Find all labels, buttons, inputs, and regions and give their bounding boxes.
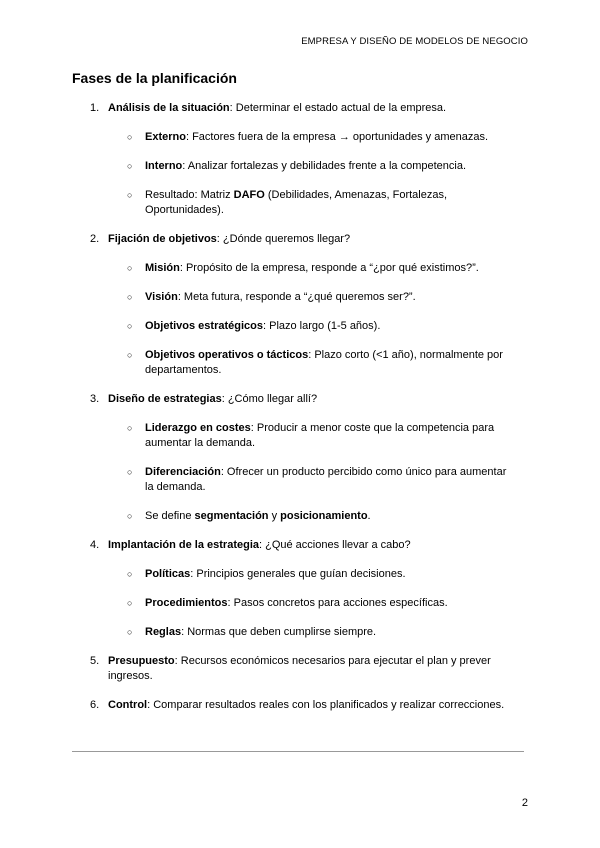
sub-item	[127, 348, 515, 378]
phase-description: : ¿Cómo llegar allí?	[221, 393, 318, 405]
sub-item	[127, 290, 515, 305]
bullet-icon: ○	[127, 511, 133, 521]
bullet-icon: ○	[127, 350, 133, 360]
sub-item	[127, 188, 515, 218]
phase-description: : Recursos económicos necesarios para ejecutar el plan y prever ingresos.	[108, 655, 491, 682]
running-header: EMPRESA Y DISEÑO DE MODELOS DE NEGOCIO	[301, 36, 528, 47]
bullet-icon: ○	[127, 132, 133, 142]
sub-item	[127, 509, 515, 524]
sub-item-connector: y	[268, 510, 281, 522]
footer-divider	[72, 751, 524, 752]
sub-item	[127, 319, 515, 334]
sub-item-description: : Factores fuera de la empresa → oportunidades y amenazas.	[185, 131, 489, 143]
sub-item-description: : Pasos concretos para acciones específicas.	[227, 597, 448, 609]
phase-item	[90, 101, 528, 116]
sub-item	[127, 159, 515, 174]
sub-item-term: Objetivos estratégicos	[145, 320, 263, 332]
phase-term: Análisis de la situación	[108, 102, 230, 114]
sub-item-description: : Producir a menor coste que la competencia para aumentar la demanda.	[145, 422, 495, 449]
sub-item-term: DAFO	[233, 189, 265, 201]
bullet-icon: ○	[127, 467, 133, 477]
phase-number: 5.	[90, 655, 100, 667]
phase-list	[0, 101, 600, 727]
sub-item-term: Políticas	[145, 568, 191, 580]
sub-item-description: .	[367, 510, 371, 522]
phase-number: 2.	[90, 233, 100, 245]
sub-item-term: segmentación	[194, 510, 269, 522]
sub-item	[127, 421, 515, 451]
sub-item-description: (Debilidades, Amenazas, Fortalezas, Oportunidades).	[145, 189, 448, 216]
phase-description: : ¿Qué acciones llevar a cabo?	[259, 539, 411, 551]
sub-item-term: Diferenciación	[145, 466, 221, 478]
page-number: 2	[521, 797, 528, 809]
sub-item-term: Reglas	[145, 626, 182, 638]
sub-item-term: Externo	[145, 131, 186, 143]
phase-term: Diseño de estrategias	[108, 393, 222, 405]
sub-item-description: : Plazo corto (<1 año), normalmente por departamentos.	[145, 349, 503, 376]
sub-item	[127, 465, 515, 495]
sub-item-description: : Principios generales que guían decisiones.	[190, 568, 406, 580]
sub-item-term: Objetivos operativos o tácticos	[145, 349, 309, 361]
bullet-icon: ○	[127, 161, 133, 171]
phase-item	[90, 232, 528, 247]
phase-description: : Comparar resultados reales con los planificados y realizar correcciones.	[147, 699, 505, 711]
phase-item	[90, 392, 528, 407]
phase-number: 4.	[90, 539, 100, 551]
phase-number: 6.	[90, 699, 100, 711]
bullet-icon: ○	[127, 627, 133, 637]
bullet-icon: ○	[127, 423, 133, 433]
sub-item-description: : Propósito de la empresa, responde a “¿por qué existimos?”.	[179, 262, 479, 274]
sub-item-description: : Normas que deben cumplirse siempre.	[181, 626, 377, 638]
sub-item-prefix: Se define	[145, 510, 195, 522]
sub-item-prefix: Resultado: Matriz	[145, 189, 234, 201]
sub-item	[127, 567, 515, 582]
phase-item	[90, 698, 528, 713]
phase-term: Fijación de objetivos	[108, 233, 217, 245]
phase-term: Implantación de la estrategia	[108, 539, 259, 551]
sub-item-description: : Ofrecer un producto percibido como único para aumentar la demanda.	[145, 466, 507, 493]
sub-item-term: Visión	[145, 291, 178, 303]
phase-description: : ¿Dónde queremos llegar?	[216, 233, 351, 245]
sub-item-term: Procedimientos	[145, 597, 228, 609]
sub-item	[127, 596, 515, 611]
sub-item	[127, 261, 515, 276]
sub-item-description: : Meta futura, responde a “¿qué queremos ser?”.	[177, 291, 416, 303]
bullet-icon: ○	[127, 263, 133, 273]
sub-item-description: : Plazo largo (1-5 años).	[263, 320, 381, 332]
phase-term: Control	[108, 699, 148, 711]
phase-description: : Determinar el estado actual de la empresa.	[229, 102, 447, 114]
sub-item-term: Liderazgo en costes	[145, 422, 251, 434]
bullet-icon: ○	[127, 569, 133, 579]
bullet-icon: ○	[127, 292, 133, 302]
section-title: Fases de la planificación	[72, 70, 237, 86]
phase-number: 3.	[90, 393, 100, 405]
phase-item	[90, 654, 528, 684]
phase-item	[90, 538, 528, 553]
sub-item	[127, 130, 515, 145]
phase-number: 1.	[90, 102, 100, 114]
phase-term: Presupuesto	[108, 655, 175, 667]
sub-item-term: posicionamiento	[280, 510, 368, 522]
bullet-icon: ○	[127, 321, 133, 331]
sub-item-description: : Analizar fortalezas y debilidades frente a la competencia.	[182, 160, 466, 172]
sub-item-term: Misión	[145, 262, 180, 274]
bullet-icon: ○	[127, 598, 133, 608]
sub-item-term: Interno	[145, 160, 183, 172]
sub-item	[127, 625, 515, 640]
bullet-icon: ○	[127, 190, 133, 200]
